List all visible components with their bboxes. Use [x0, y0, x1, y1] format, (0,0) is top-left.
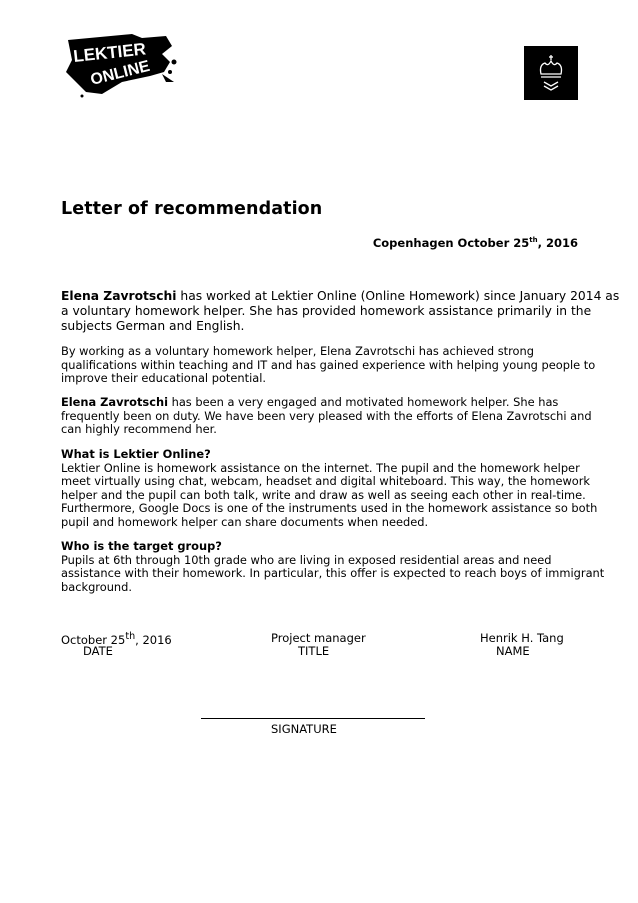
section-heading: What is Lektier Online? — [61, 447, 211, 461]
svg-text:LEKTIER: LEKTIER — [72, 39, 147, 66]
dateline-suffix: , 2016 — [537, 236, 578, 250]
signature-label: SIGNATURE — [271, 722, 337, 736]
paragraph-line: meet virtually using chat, webcam, headset and digital whiteboard. This way, the homework — [61, 474, 591, 489]
paragraph-text: has worked at Lektier Online (Online Homework) since January 2014 as — [176, 289, 620, 303]
paragraph-recommendation — [61, 395, 592, 437]
paragraph-line: Furthermore, Google Docs is one of the instruments used in the homework assistance so both — [61, 501, 598, 516]
signature-title-label: TITLE — [298, 644, 330, 658]
paragraph-line — [61, 396, 585, 410]
paragraph-line: Pupils at 6th through 10th grade who are living in exposed residential areas and need — [61, 552, 552, 567]
paragraph-line — [61, 289, 620, 304]
section-what-is-lektier-online — [61, 447, 598, 530]
paragraph-line: subjects German and English. — [61, 319, 245, 333]
svg-text:ONLINE: ONLINE — [88, 57, 152, 89]
candidate-name: Elena Zavrotschi — [61, 395, 168, 409]
paragraph-line: Lektier Online is homework assistance on the internet. The pupil and the homework helper — [61, 460, 580, 475]
dateline-prefix: Copenhagen October 25 — [372, 236, 530, 250]
paragraph-employment — [61, 289, 620, 334]
signature-date-value — [61, 631, 172, 647]
paragraph-text: has been a very engaged and motivated homework helper. She has — [167, 395, 559, 409]
section-heading: Who is the target group? — [61, 539, 222, 553]
signature-date-suffix: , 2016 — [135, 632, 172, 647]
paragraph-line: helper and the pupil can both talk, write and draw as well as seeing each other in real-time. — [61, 487, 586, 502]
dateline-ordinal: th — [529, 236, 538, 245]
paragraph-qualifications — [61, 344, 596, 386]
candidate-name: Elena Zavrotschi — [61, 289, 177, 303]
lektier-online-logo — [62, 32, 180, 98]
paragraph-line: frequently been on duty. We have been very pleased with the efforts of Elena Zavrotschi and — [61, 408, 592, 423]
paragraph-line: By working as a voluntary homework helper, Elena Zavrotschi has achieved strong — [61, 344, 534, 358]
paragraph-line: pupil and homework helper can share documents when needed. — [61, 514, 429, 529]
crown-crest-logo — [524, 46, 578, 100]
signature-date-label: DATE — [83, 644, 113, 658]
paragraph-line: background. — [61, 579, 132, 594]
paragraph-line: assistance with their homework. In particular, this offer is expected to reach boys of immigrant — [61, 566, 605, 581]
paragraph-line: can highly recommend her. — [61, 422, 217, 437]
signature-title-value: Project manager — [271, 631, 366, 645]
signature-date-ordinal: th — [125, 631, 136, 642]
signature-date-prefix: October 25 — [61, 632, 126, 647]
signature-name-label: NAME — [496, 644, 530, 658]
signature-line — [201, 718, 425, 719]
paragraph-line: qualifications within teaching and IT and has gained experience with helping young people to — [61, 357, 596, 372]
letter-dateline — [373, 236, 578, 250]
paragraph-line: improve their educational potential. — [61, 371, 266, 386]
signature-name-value: Henrik H. Tang — [480, 631, 564, 645]
section-target-group — [61, 539, 605, 594]
paragraph-line: a voluntary homework helper. She has provided homework assistance primarily in the — [61, 304, 592, 318]
letter-title: Letter of recommendation — [61, 199, 323, 219]
